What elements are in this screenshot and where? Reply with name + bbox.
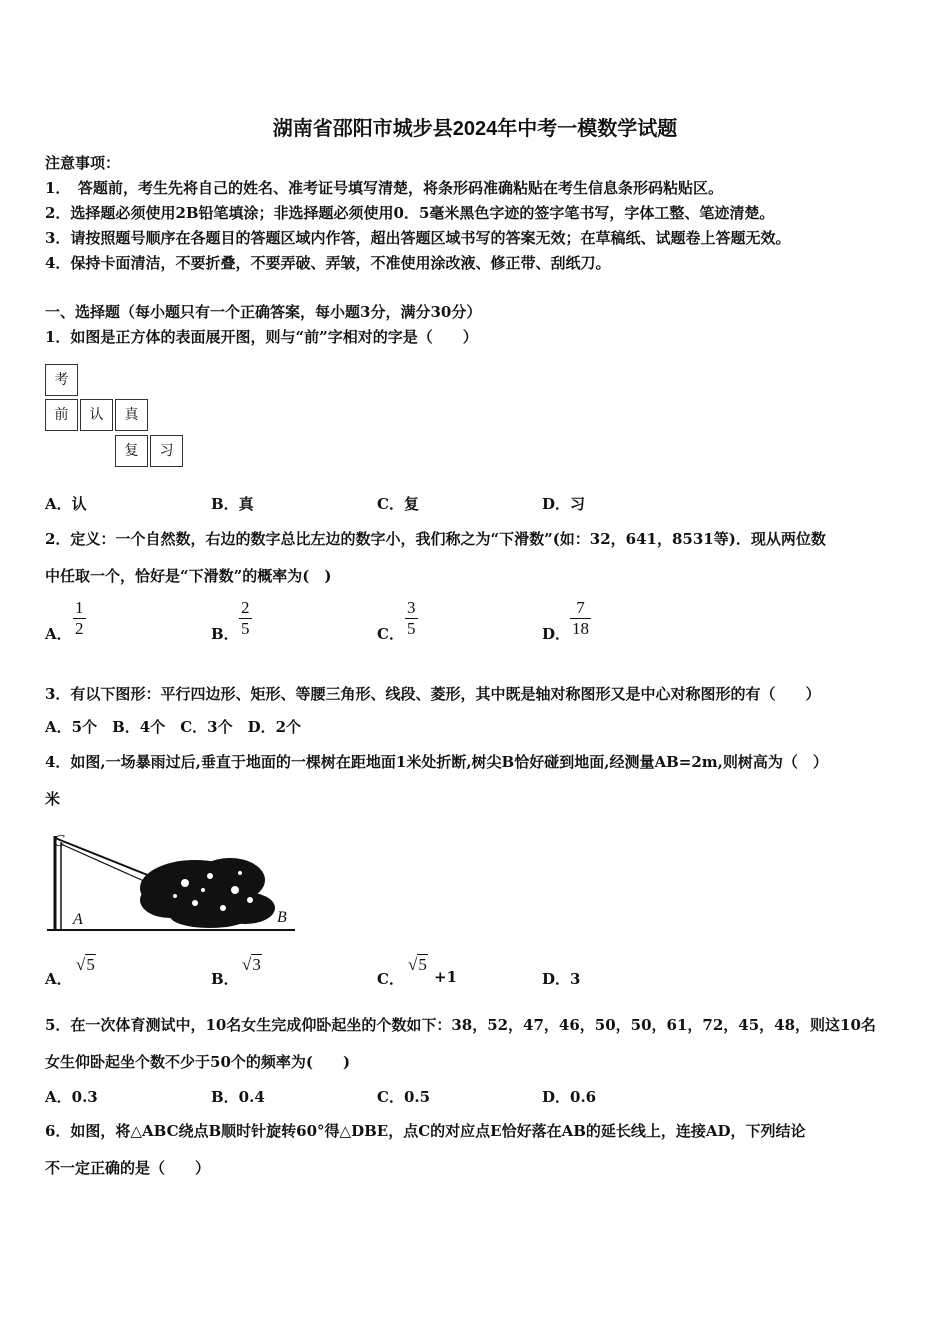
q2-option-d-fraction (570, 598, 591, 639)
fraction-denominator: 18 (572, 619, 589, 638)
section-heading: 一、选择题（每小题只有一个正确答案，每小题3分，满分30分） (45, 303, 482, 321)
notice-item: 1． 答题前，考生先将自己的姓名、准考证号填写清楚，将条形码准确粘贴在考生信息条形码粘贴区。 (45, 179, 723, 197)
question-4-stem: 4．如图,一场暴雨过后,垂直于地面的一棵树在距地面1米处折断,树尖B恰好碰到地面,经测量AB=2m,则树高为（ ） (45, 753, 828, 771)
question-5-stem-cont: 女生仰卧起坐个数不少于50个的频率为( ) (45, 1053, 351, 1071)
q2-option-a-label[interactable]: A． (45, 625, 72, 643)
q2-option-c-label[interactable]: C． (377, 625, 404, 643)
broken-tree-figure (45, 828, 300, 936)
q4-option-a-sqrt: √5 (76, 955, 95, 974)
question-2-stem: 2．定义：一个自然数，右边的数字总比左边的数字小，我们称之为“下滑数”(如：32，641，8531等)．现从两位数 (45, 530, 826, 548)
notice-item: 3．请按照题号顺序在各题目的答题区域内作答，超出答题区域书写的答案无效；在草稿纸、试题卷上答题无效。 (45, 229, 791, 247)
q2-option-c-fraction (405, 598, 418, 639)
q4-option-d[interactable]: D．3 (542, 970, 581, 988)
q1-option-d[interactable]: D．习 (542, 495, 586, 513)
question-6-stem: 6．如图，将△ABC绕点B顺时针旋转60°得△DBE，点C的对应点E恰好落在AB的延长线上，连接AD，下列结论 (45, 1122, 806, 1140)
question-5-stem: 5．在一次体育测试中，10名女生完成仰卧起坐的个数如下：38，52，47，46，50，50，61，72，45，48，则这10名 (45, 1016, 876, 1034)
q3-options[interactable]: A．5个 B．4个 C．3个 D．2个 (45, 718, 302, 736)
fraction-numerator: 2 (241, 598, 250, 617)
q1-option-b[interactable]: B．真 (211, 495, 254, 513)
q4-option-b-sqrt: √3 (242, 955, 261, 974)
q5-option-d[interactable]: D．0.6 (542, 1088, 597, 1106)
radicand: 5 (418, 955, 427, 974)
net-cell: 认 (80, 399, 113, 431)
notice-item: 2．选择题必须使用2B铅笔填涂；非选择题必须使用0．5毫米黑色字迹的签字笔书写，字体工整、笔迹清楚。 (45, 204, 775, 222)
q4-option-c-label[interactable]: C． (377, 970, 404, 988)
q2-option-d-label[interactable]: D． (542, 625, 571, 643)
net-cell: 习 (150, 435, 183, 467)
q2-option-b-fraction (239, 598, 252, 639)
q1-option-c[interactable]: C．复 (377, 495, 419, 513)
net-cell: 考 (45, 364, 78, 396)
net-cell: 前 (45, 399, 78, 431)
page-title: 湖南省邵阳市城步县2024年中考一模数学试题 (272, 118, 678, 140)
fraction-denominator: 2 (75, 619, 84, 638)
q5-option-a[interactable]: A．0.3 (45, 1088, 98, 1106)
figure-label-c: C (53, 831, 65, 850)
notice-item: 4．保持卡面清洁，不要折叠，不要弄破、弄皱，不准使用涂改液、修正带、刮纸刀。 (45, 254, 611, 272)
question-1-stem: 1．如图是正方体的表面展开图，则与“前”字相对的字是（ ） (45, 328, 478, 346)
net-cell: 复 (115, 435, 148, 467)
fraction-numerator: 7 (576, 598, 585, 617)
notice-heading: 注意事项： (45, 154, 121, 172)
question-4-stem-cont: 米 (45, 790, 61, 808)
radicand: 3 (252, 955, 261, 974)
cube-net-figure (45, 364, 190, 472)
q4-option-a-label[interactable]: A． (45, 970, 72, 988)
figure-label-a: A (73, 911, 83, 928)
radicand: 5 (86, 955, 95, 974)
figure-label-b: B (277, 909, 287, 926)
q2-option-b-label[interactable]: B． (211, 625, 239, 643)
fraction-numerator: 1 (75, 598, 84, 617)
net-cell: 真 (115, 399, 148, 431)
q1-option-a[interactable]: A．认 (45, 495, 87, 513)
question-2-stem-cont: 中任取一个，恰好是“下滑数”的概率为( ) (45, 567, 332, 585)
question-3-stem: 3．有以下图形：平行四边形、矩形、等腰三角形、线段、菱形，其中既是轴对称图形又是中心对称图形的有（ ） (45, 685, 821, 703)
fraction-denominator: 5 (241, 619, 250, 638)
q4-option-c-suffix: +1 (434, 968, 458, 986)
q4-option-b-label[interactable]: B． (211, 970, 239, 988)
fraction-numerator: 3 (407, 598, 416, 617)
q5-option-b[interactable]: B．0.4 (211, 1088, 265, 1106)
q2-option-a-fraction (73, 598, 86, 639)
question-6-stem-cont: 不一定正确的是（ ） (45, 1159, 211, 1177)
q4-option-c-sqrt: √5 (408, 955, 427, 974)
q5-option-c[interactable]: C．0.5 (377, 1088, 431, 1106)
fraction-denominator: 5 (407, 619, 416, 638)
